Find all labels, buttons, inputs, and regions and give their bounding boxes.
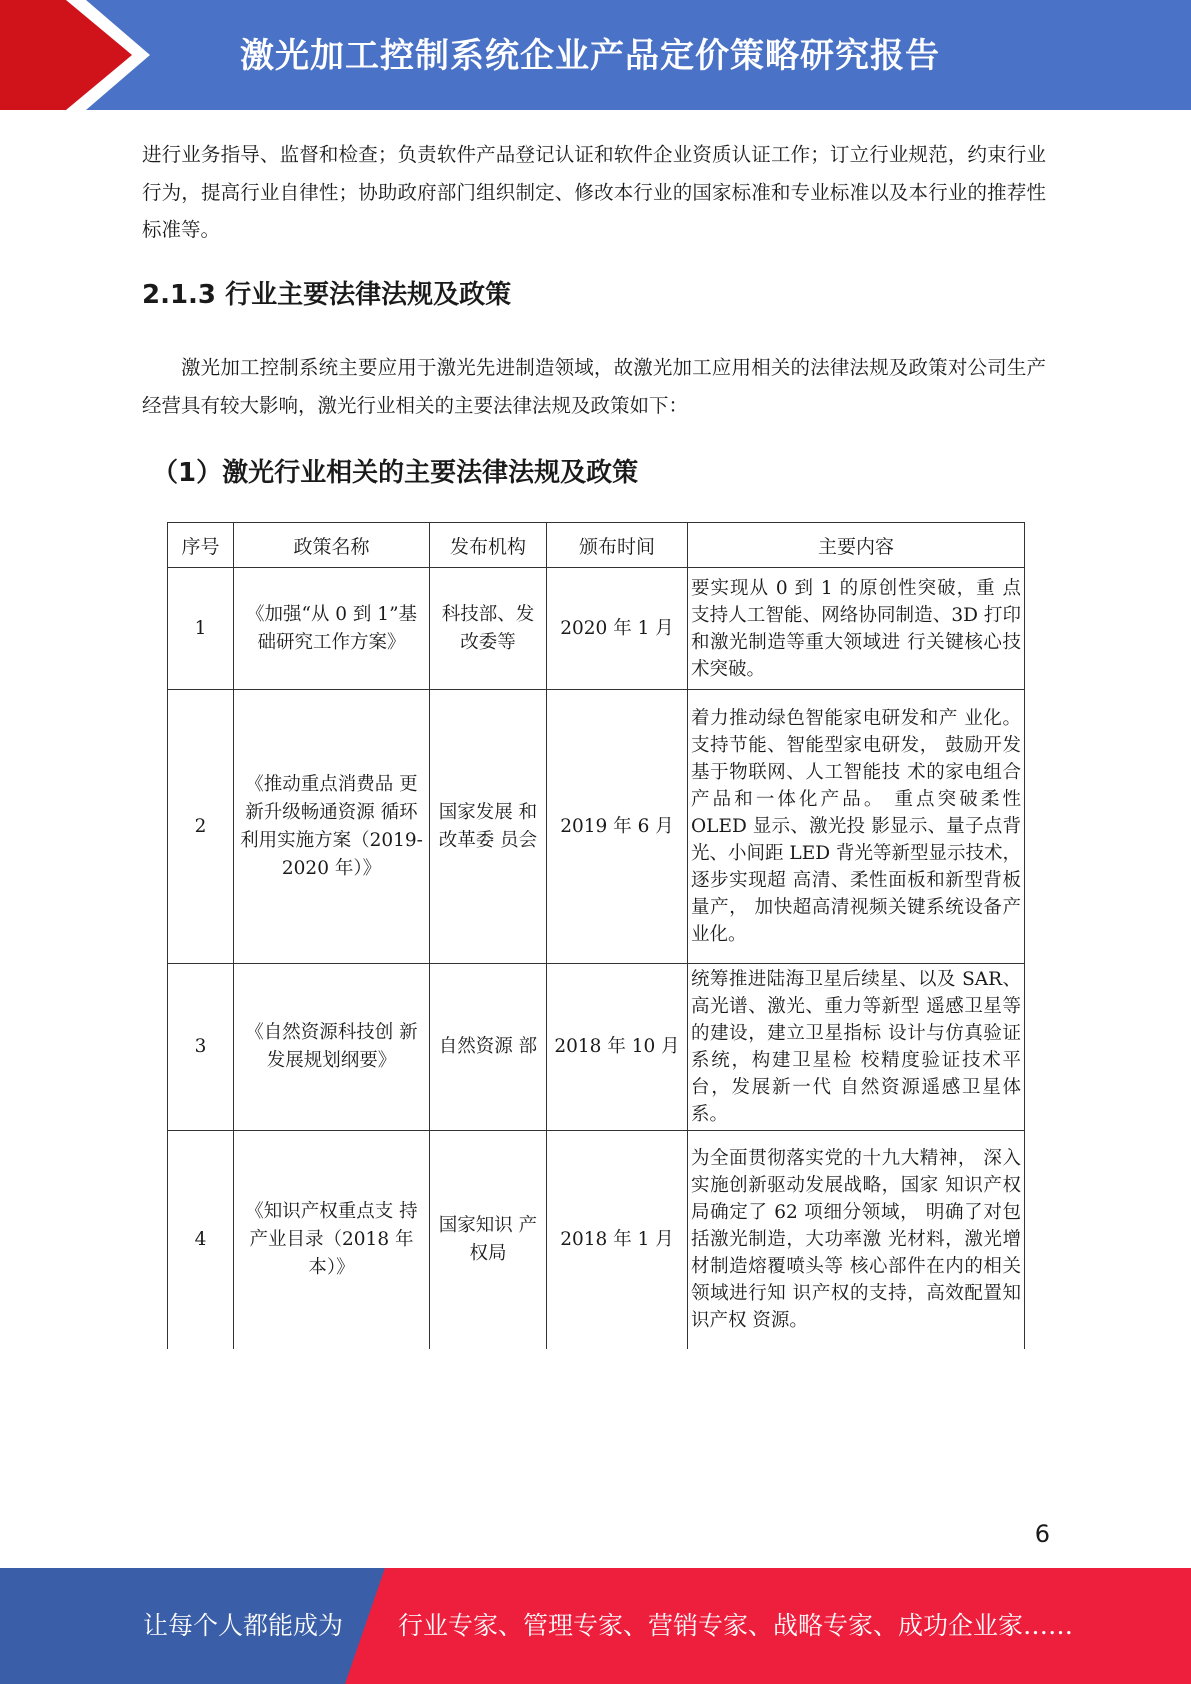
- column-header-policy-name: 政策名称: [234, 523, 430, 568]
- policy-name: 《加强“从 0 到 1”基础研究工作方案》: [234, 568, 430, 690]
- column-header-date: 颁布时间: [547, 523, 688, 568]
- table-row: [168, 964, 1025, 1131]
- footer-slogan-left: 让每个人都能成为: [143, 1611, 344, 1640]
- row-number: 1: [168, 568, 234, 690]
- column-header-agency: 发布机构: [430, 523, 547, 568]
- policy-content: 统筹推进陆海卫星后续星、以及 SAR、高光谱、激光、重力等新型 遥感卫星等的建设，建立卫星指标 设计与仿真验证系统，构建卫星检 校精度验证技术平台，发展新一代 自然资源遥感卫星体系。: [688, 964, 1025, 1131]
- header-chevron-arrow: [0, 0, 132, 110]
- issuing-agency: 国家知识 产权局: [430, 1131, 547, 1349]
- column-header-content: 主要内容: [688, 523, 1025, 568]
- section-heading: 2.1.3 行业主要法律法规及政策: [142, 280, 512, 310]
- table-row: [168, 690, 1025, 964]
- page-header-banner: [0, 0, 1191, 110]
- issuing-agency: 国家发展 和改革委 员会: [430, 690, 547, 964]
- policy-content: 着力推动绿色智能家电研发和产 业化。支持节能、智能型家电研发， 鼓励开发基于物联网、人工智能技 术的家电组合产品和一体化产品。 重点突破柔性 OLED 显示、激光投 影显示、量子点背光、小间距 LED 背光等新型显示技术，逐步实现超 高清、柔性面板和新型背板量产， 加快超高清视频关键系统设备产 业化。: [688, 690, 1025, 964]
- section-paragraph: 激光加工控制系统主要应用于激光先进制造领域，故激光加工应用相关的法律法规及政策对公司生产经营具有较大影响，激光行业相关的主要法律法规及政策如下：: [142, 356, 1046, 417]
- subsection-heading: （1）激光行业相关的主要法律法规及政策: [152, 458, 639, 488]
- issue-date: 2018 年 10 月: [547, 964, 688, 1131]
- policy-table: [167, 522, 1025, 1349]
- table-row: [168, 1131, 1025, 1349]
- row-number: 4: [168, 1131, 234, 1349]
- issuing-agency: 科技部、发改委等: [430, 568, 547, 690]
- report-title: 激光加工控制系统企业产品定价策略研究报告: [240, 36, 940, 76]
- policy-name: 《推动重点消费品 更新升级畅通资源 循环利用实施方案（2019-2020 年）》: [234, 690, 430, 964]
- issue-date: 2018 年 1 月: [547, 1131, 688, 1349]
- column-header-number: 序号: [168, 523, 234, 568]
- policy-name: 《知识产权重点支 持产业目录（2018 年本）》: [234, 1131, 430, 1349]
- page-footer-banner: [0, 1568, 1191, 1684]
- issue-date: 2019 年 6 月: [547, 690, 688, 964]
- page-number: 6: [1034, 1520, 1050, 1548]
- row-number: 3: [168, 964, 234, 1131]
- policy-content: 要实现从 0 到 1 的原创性突破，重 点支持人工智能、网络协同制造、3D 打印和激光制造等重大领域进 行关键核心技术突破。: [688, 568, 1025, 690]
- footer-slogan-right: 行业专家、管理专家、营销专家、战略专家、成功企业家……: [398, 1611, 1074, 1640]
- table-header-row: [168, 523, 1025, 568]
- issuing-agency: 自然资源 部: [430, 964, 547, 1131]
- issue-date: 2020 年 1 月: [547, 568, 688, 690]
- table-row: [168, 568, 1025, 690]
- policy-name: 《自然资源科技创 新发展规划纲要》: [234, 964, 430, 1131]
- intro-paragraph: 进行业务指导、监督和检查；负责软件产品登记认证和软件企业资质认证工作；订立行业规范，约束行业行为，提高行业自律性；协助政府部门组织制定、修改本行业的国家标准和专业标准以及本行业的推荐性标准等。: [142, 143, 1046, 241]
- row-number: 2: [168, 690, 234, 964]
- policy-content: 为全面贯彻落实党的十九大精神， 深入实施创新驱动发展战略，国家 知识产权局确定了 62 项细分领域， 明确了对包括激光制造，大功率激 光材料，激光增材制造熔覆喷头等 核心部件在内的相关领域进行知 识产权的支持，高效配置知识产权 资源。: [688, 1131, 1025, 1349]
